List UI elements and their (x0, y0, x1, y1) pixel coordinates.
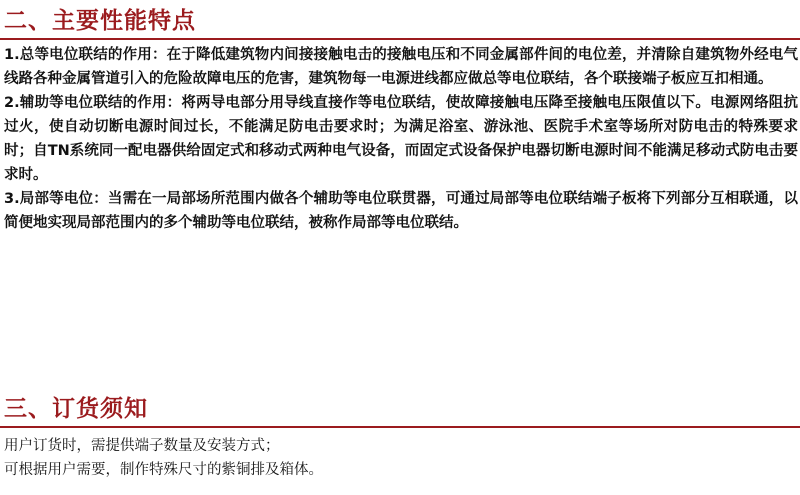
section-divider (0, 426, 800, 428)
section-title-main-features: 二、主要性能特点 (4, 8, 196, 34)
ordering-body (4, 434, 794, 482)
features-body (4, 43, 798, 235)
feature-paragraph-main-equipotential: 1.总等电位联结的作用：在于降低建筑物内间接接触电击的接触电压和不同金属部件间的电位差，并清除自建筑物外经电气线路各种金属管道引入的危险故障电压的危害，建筑物每一电源进线都应做总等电位联结，各个联接端子板应互扣相通。 (4, 47, 798, 87)
feature-paragraph-auxiliary-equipotential: 2.辅助等电位联结的作用：将两导电部分用导线直接作等电位联结，使故障接触电压降至接触电压限值以下。电源网络阻抗过火，使自动切断电源时间过长，不能满足防电击要求时；为满足浴室、游泳池、医院手术室等场所对防电击的特殊要求时；自TN系统同一配电器供给固定式和移动式两种电气设备，而固定式设备保护电器切断电源时间不能满足移动式防电击要求时。 (4, 95, 798, 183)
ordering-line-requirements: 用户订货时，需提供端子数量及安装方式； (4, 438, 280, 454)
section-title-ordering-notes: 三、订货须知 (4, 396, 148, 422)
ordering-line-custom-sizes: 可根据用户需要，制作特殊尺寸的紫铜排及箱体。 (4, 462, 323, 478)
section-divider (0, 38, 800, 40)
feature-paragraph-local-equipotential: 3.局部等电位：当需在一局部场所范围内做各个辅助等电位联贯器，可通过局部等电位联结端子板将下列部分互相联通，以简便地实现局部范围内的多个辅助等电位联结，被称作局部等电位联结。 (4, 191, 798, 231)
